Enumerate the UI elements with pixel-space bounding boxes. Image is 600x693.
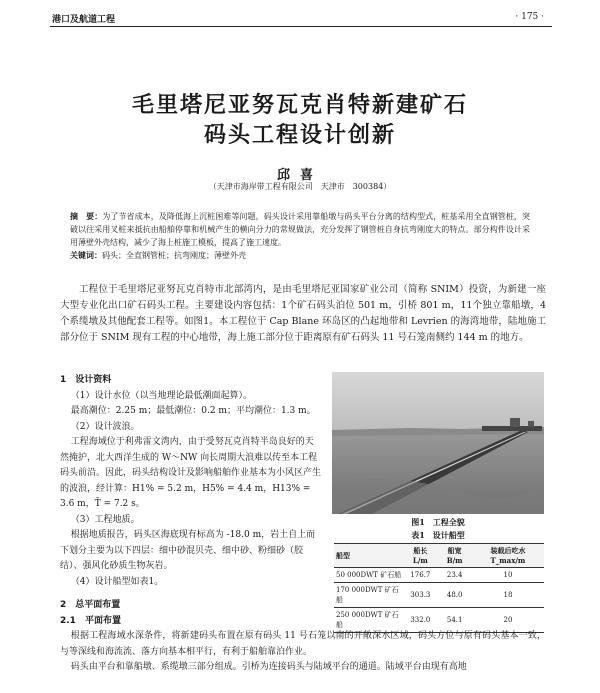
layout-paragraph-1: 根据工程海域水深条件，将新建码头布置在原有码头 11 号石笼以南的开敞深水区域，码头方位与原有码头基本一致，与等深线和海流流、落方向基本相平行，有利于船舶靠泊作业。 [60,631,546,657]
water-levels: 最高潮位：2.25 m；最低潮位：0.2 m；平均潮位：1.3 m。 [70,406,316,416]
table-cell: 250 000DWT 矿石船 [334,608,403,633]
table-cell: 303.3 [403,583,437,608]
abstract-block [70,210,530,262]
layout-paragraph-2: 码头由平台和靠船墩、系缆墩三部分组成。引桥为连接码头与陆域平台的通道。陆域平台由现有高地 [70,662,467,672]
design-item-3: （3）工程地质。 [70,514,140,525]
keywords-text: 码头；全直钢管桩；抗弯刚度；薄壁外壳 [102,251,246,260]
table-cell: 54.1 [437,608,472,633]
table-cell: 332.0 [403,608,437,633]
journal-name: 港口及航道工程 [52,15,116,25]
design-item-4: （4）设计船型如表1。 [70,576,164,587]
table-cell: 18 [472,583,544,608]
table-row [334,568,544,583]
table-header-row [334,544,544,568]
section-2-1-heading: 2.1 平面布置 [60,615,121,626]
table-header: 船宽 B/m [437,544,472,568]
table-header: 装载后吃水 T_max/m [472,544,544,568]
figure-caption: 图1 工程全貌 [411,517,465,527]
section-1 [60,373,322,590]
table-caption: 表1 设计船型 [411,530,465,540]
intro-paragraph: 工程位于毛里塔尼亚努瓦克肖特市北部湾内，是由毛里塔尼亚国家矿业公司（简称 SNIM）投资，为新建一座大型专业化出口矿石码头工程。主要建设内容包括：1个矿石码头泊位 501 m，引桥 801 m，11个独立靠船墩，4个系缆墩及其他配套工程等。如图1。本工程位于 Cap Blane 环岛区的凸起地带和 Levrien 的海湾地带，陆地施工部分位于 SNIM 现有工程的中心地带，海上施工部分位于距离原有矿石码头 11 号石笼南侧约 144 m 的地方。 [60,284,546,343]
table-cell: 48.0 [437,583,472,608]
wave-text: 工程海域位于利弗雷文湾内，由于受努瓦克肖特半岛良好的天然掩护，北大西洋生成的 W～NW 向长周期大浪难以传至本工程码头前沿。因此，码头结构设计及影响船舶作业基本为小风区产生的波浪，经计算：H1% = 5.2 m，H5% = 4.4 m，H13% = 3.6 m，T̄ = 7.2 s。 [60,437,322,509]
design-item-1: （1）设计水位（以当地理论最低潮面起算）。 [70,390,253,401]
table-cell: 176.7 [403,568,437,583]
header-rule [50,26,552,27]
section-2 [60,598,546,676]
table-cell: 10 [472,568,544,583]
keywords-label: 关键词： [70,250,102,260]
section-2-heading: 2 总平面布置 [60,600,121,610]
table-cell: 23.4 [437,568,472,583]
abstract-text: 为了节省成本，及降低海上沉桩困难等问题，码头设计采用靠船墩与码头平台分离的结构型式，桩基采用全直钢管桩，突破以往采用叉桩来抵抗由船舶停靠和机械产生的横向分力的常规做法，充分发挥了钢管桩自身抗弯刚度大的特点。部分构件设计采用薄壁外壳结构，减少了海上桩施工模板，提高了施工速度。 [70,212,531,247]
table-cell: 20 [472,608,544,633]
table-header: 船型 [334,544,403,568]
photo-illustration [332,372,544,514]
geology-text: 根据地质报告，码头区海底现有标高为 -18.0 m，岩土自上而下划分主要为以下四层：细中砂混贝壳、细中砂、粉细砂（胶结）、强风化砂质生物灰岩。 [60,530,316,571]
affiliation: （天津市海岸带工程有限公司 天津市 300384） [208,182,392,191]
title-line-1: 毛里塔尼亚努瓦克肖特新建矿石 [131,92,468,118]
abstract-label: 摘 要： [70,211,103,221]
title-line-2: 码头工程设计创新 [203,122,396,148]
page-number: · 175 · [515,12,544,22]
design-item-2: （2）设计波浪。 [70,421,140,432]
table-cell: 170 000DWT 矿石船 [334,583,403,608]
project-overview-photo [332,372,544,514]
author: 邱喜 [276,168,323,183]
table-header: 船长 L/m [403,544,437,568]
table-cell: 50 000DWT 矿石船 [334,568,403,583]
section-1-heading: 1 设计资料 [60,375,112,385]
